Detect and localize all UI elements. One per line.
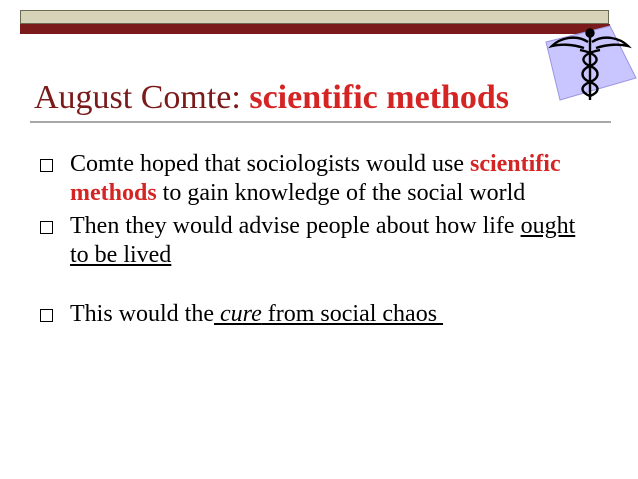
bullet-italic-underlined: cure: [220, 301, 262, 327]
bullet-text: Then they would advise people about how life: [70, 213, 521, 239]
square-bullet-icon: [40, 221, 53, 234]
bullet-text: to gain knowledge of the social world: [156, 180, 526, 206]
bullet-text: This would the: [70, 301, 214, 327]
square-bullet-icon: [40, 159, 53, 172]
title-accent: scientific methods: [249, 79, 510, 116]
square-bullet-icon: [40, 309, 53, 322]
bullet-underlined: from social chaos: [261, 301, 444, 327]
slide-title: [34, 78, 534, 118]
bullet-item: [36, 150, 596, 208]
title-prefix: August Comte:: [34, 79, 250, 116]
bullet-item: [36, 212, 596, 270]
bullet-list: [36, 150, 596, 329]
caduceus-icon: [538, 20, 638, 120]
bullet-item: [36, 300, 596, 329]
bullet-underlined: ought to be lived: [70, 213, 576, 268]
header-rule: [20, 24, 610, 34]
title-divider: [30, 121, 611, 123]
bullet-text: Comte hoped that sociologists would use: [70, 151, 470, 177]
bullet-emphasis: scientific methods: [70, 151, 561, 206]
header-band: [20, 10, 609, 24]
